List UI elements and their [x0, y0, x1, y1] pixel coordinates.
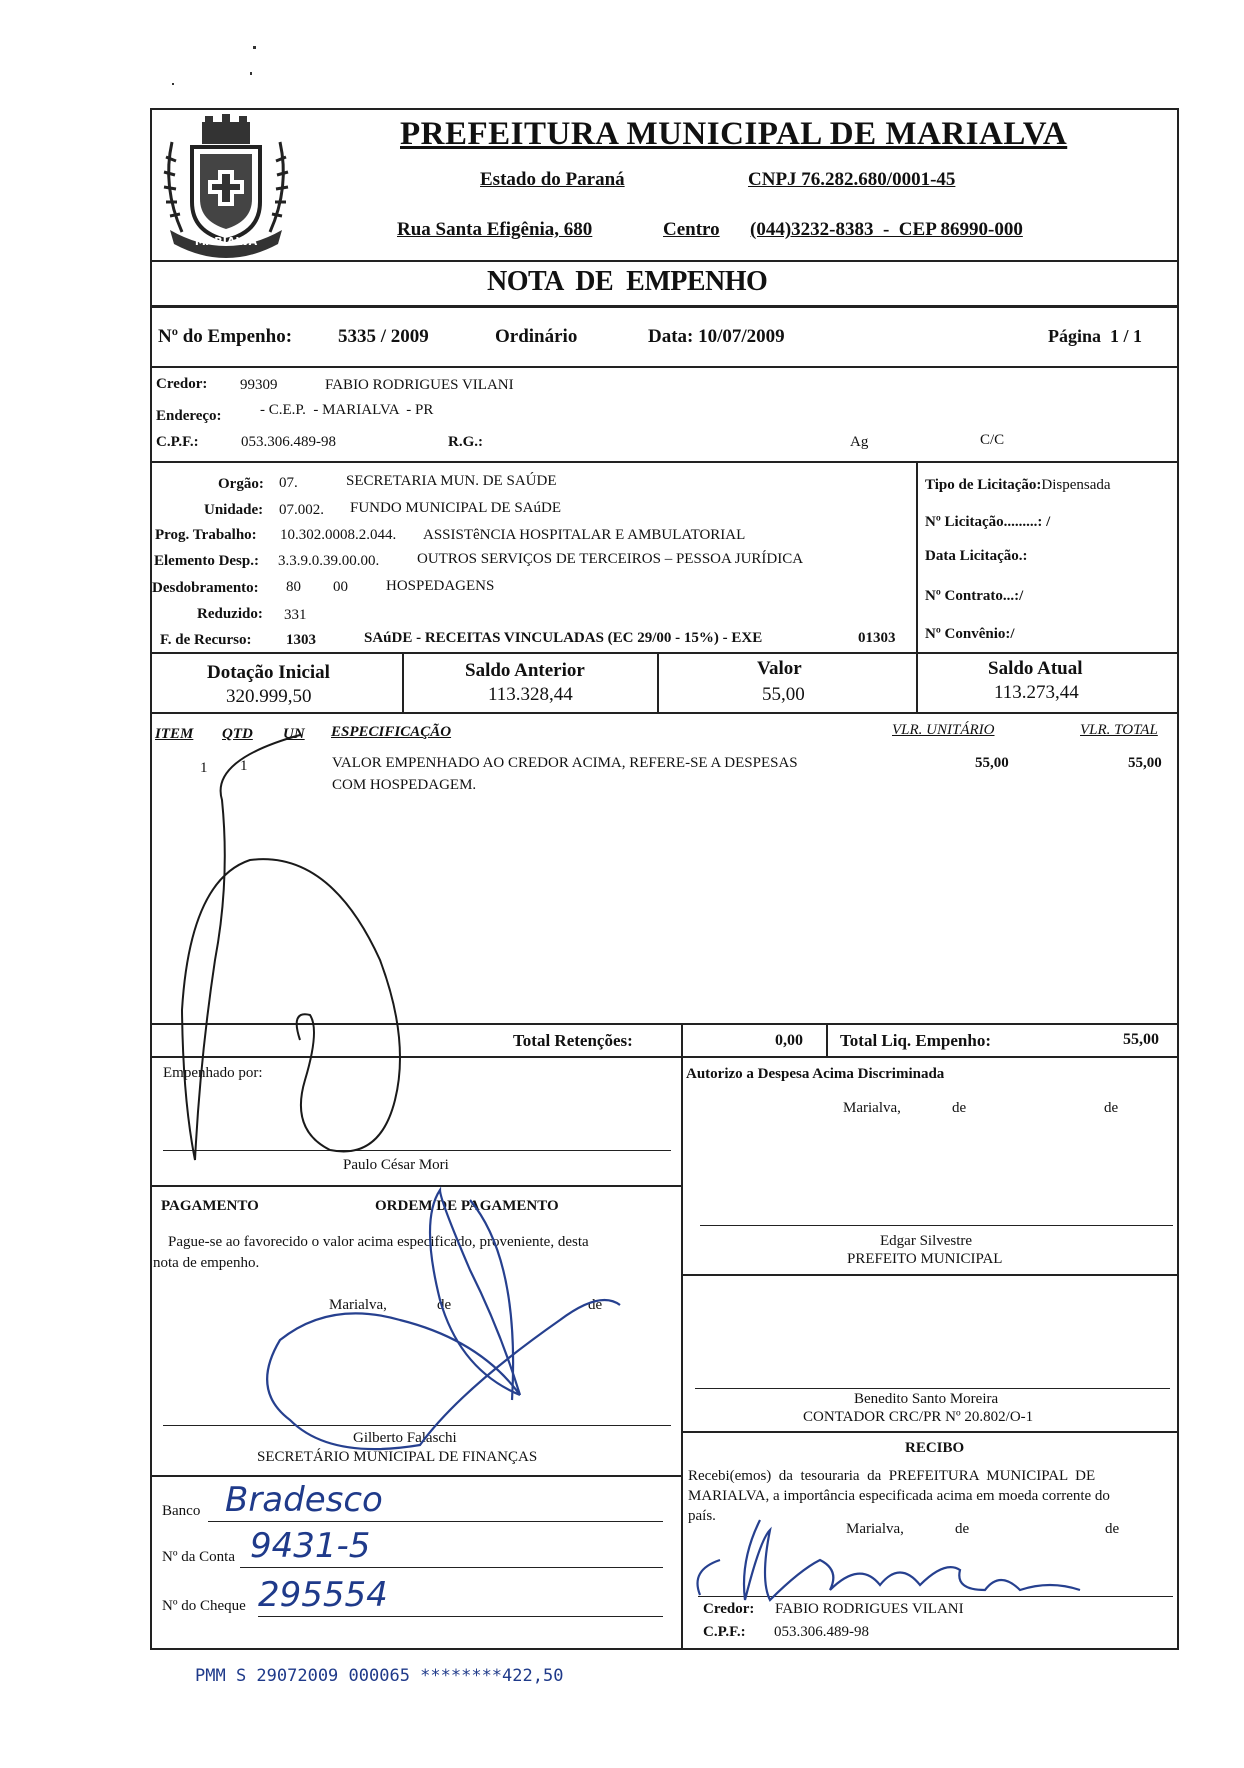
- pagamento-text-line2: nota de empenho.: [153, 1255, 260, 1271]
- total-retencoes-label: Total Retenções:: [513, 1031, 633, 1050]
- divider: [681, 1274, 1179, 1276]
- empenho-date: Data: 10/07/2009: [648, 326, 785, 347]
- reduzido-label: Reduzido:: [197, 606, 263, 622]
- numero-convenio: Nº Convênio:/: [925, 626, 1015, 642]
- unidade-code: 07.002.: [279, 502, 324, 518]
- numero-contrato: Nº Contrato...:/: [925, 588, 1024, 604]
- endereco-value: - C.E.P. - MARIALVA - PR: [260, 402, 434, 418]
- total-liquido-value: 55,00: [1123, 1031, 1159, 1048]
- divider: [681, 1023, 683, 1056]
- divider: [402, 652, 404, 712]
- payment-stamp: PMM S 29072009 000065 ********422,50: [195, 1666, 564, 1686]
- col-item: ITEM: [155, 726, 194, 742]
- elem-label: Elemento Desp.:: [154, 553, 259, 569]
- desd-code1: 80: [286, 579, 301, 595]
- divider: [150, 712, 1179, 714]
- recurso-code: 1303: [286, 632, 316, 648]
- autorizo-de2: de: [1104, 1100, 1119, 1116]
- cheque-handwritten: 295554: [258, 1575, 388, 1615]
- contador-name: Benedito Santo Moreira: [854, 1391, 999, 1407]
- phone-cep-label: (044)3232-8383 - CEP 86990-000: [750, 219, 1023, 240]
- page-title: PREFEITURA MUNICIPAL DE MARIALVA: [400, 116, 1068, 152]
- divider: [150, 305, 1179, 308]
- page-number: Página 1 / 1: [1048, 326, 1143, 346]
- recurso-number: 01303: [858, 630, 896, 646]
- total-liquido-label: Total Liq. Empenho:: [840, 1031, 991, 1050]
- empenho-number: 5335 / 2009: [338, 326, 429, 347]
- saldo-atual-value: 113.273,44: [994, 682, 1079, 703]
- prog-code: 10.302.0008.2.044.: [280, 527, 397, 543]
- autorizo-de1: de: [952, 1100, 967, 1116]
- prog-name: ASSISTêNCIA HOSPITALAR E AMBULATORIAL: [423, 527, 746, 543]
- saldo-atual-label: Saldo Atual: [988, 658, 1083, 679]
- autorizo-city: Marialva,: [843, 1100, 901, 1116]
- signature-line: [695, 1388, 1170, 1389]
- recurso-name: SAúDE - RECEITAS VINCULADAS (EC 29/00 - 15%) - EXE: [364, 630, 763, 646]
- col-especificacao: ESPECIFICAÇÃO: [331, 724, 452, 740]
- recibo-cpf-value: 053.306.489-98: [774, 1624, 869, 1640]
- tipo-licitacao-label: Tipo de Licitação:Dispensada: [925, 477, 1111, 493]
- cheque-label: Nº do Cheque: [162, 1598, 246, 1614]
- cnpj-label: CNPJ 76.282.680/0001-45: [748, 169, 956, 190]
- recibo-city: Marialva,: [846, 1521, 904, 1537]
- divider: [150, 461, 1179, 463]
- divider: [150, 366, 1179, 368]
- cheque-line: [258, 1616, 663, 1617]
- empenhado-label: Empenhado por:: [163, 1065, 263, 1081]
- valor-label: Valor: [757, 658, 802, 679]
- row-qtd: 1: [240, 758, 248, 774]
- prog-label: Prog. Trabalho:: [155, 527, 257, 543]
- saldo-anterior-label: Saldo Anterior: [465, 660, 585, 681]
- autorizo-label: Autorizo a Despesa Acima Discriminada: [686, 1066, 945, 1082]
- saldo-anterior-value: 113.328,44: [488, 684, 573, 705]
- recibo-label: RECIBO: [905, 1440, 965, 1456]
- conta-handwritten: 9431-5: [250, 1526, 371, 1566]
- signature-line: [698, 1596, 1173, 1597]
- divider: [150, 1023, 1179, 1025]
- signature-line: [163, 1425, 671, 1426]
- unidade-name: FUNDO MUNICIPAL DE SAúDE: [350, 500, 561, 516]
- recibo-text-line2: MARIALVA, a importância especificada acima em moeda corrente do: [688, 1488, 1110, 1504]
- desd-code2: 00: [333, 579, 348, 595]
- divider: [826, 1023, 828, 1056]
- endereco-label: Endereço:: [156, 408, 222, 424]
- pagamento-label: PAGAMENTO: [161, 1198, 259, 1214]
- secretario-title: SECRETÁRIO MUNICIPAL DE FINANÇAS: [257, 1449, 538, 1465]
- district-label: Centro: [663, 219, 720, 240]
- col-un: UN: [283, 726, 305, 742]
- reduzido-value: 331: [284, 607, 307, 623]
- divider: [150, 260, 1179, 262]
- prefeito-name: Edgar Silvestre: [880, 1233, 973, 1249]
- divider: [657, 652, 659, 712]
- data-licitacao: Data Licitação.:: [925, 548, 1028, 564]
- row-unit-value: 55,00: [975, 755, 1009, 771]
- total-retencoes-value: 0,00: [775, 1032, 803, 1049]
- recibo-credor-label: Credor:: [703, 1601, 755, 1617]
- empenho-number-label: Nº do Empenho:: [158, 326, 293, 347]
- orgao-name: SECRETARIA MUN. DE SAÚDE: [346, 473, 557, 489]
- recurso-label: F. de Recurso:: [160, 632, 252, 648]
- state-label: Estado do Paraná: [480, 169, 625, 190]
- pagamento-city: Marialva,: [329, 1297, 387, 1313]
- row-item: 1: [200, 760, 208, 776]
- divider: [681, 1431, 1179, 1433]
- scan-speck: [250, 72, 252, 75]
- banco-line: [208, 1521, 663, 1522]
- signature-line: [163, 1150, 671, 1151]
- pagamento-de1: de: [437, 1297, 452, 1313]
- recibo-de2: de: [1105, 1521, 1120, 1537]
- col-vlr-total: VLR. TOTAL: [1080, 722, 1158, 738]
- divider: [916, 461, 918, 653]
- divider: [681, 1056, 683, 1650]
- seal-text: MARIALVA: [194, 235, 258, 248]
- recibo-cpf-label: C.P.F.:: [703, 1624, 746, 1640]
- ordem-pagamento-label: ORDEM DE PAGAMENTO: [375, 1198, 559, 1214]
- divider: [150, 652, 1179, 654]
- orgao-code: 07.: [279, 475, 298, 491]
- prefeito-title: PREFEITO MUNICIPAL: [847, 1251, 1003, 1267]
- banco-label: Banco: [162, 1503, 201, 1519]
- elem-name: OUTROS SERVIÇOS DE TERCEIROS – PESSOA JURÍDICA: [417, 551, 804, 567]
- conta-line: [240, 1567, 663, 1568]
- desd-label: Desdobramento:: [152, 580, 259, 596]
- credor-label: Credor:: [156, 376, 208, 392]
- dotacao-value: 320.999,50: [226, 686, 312, 707]
- row-total-value: 55,00: [1128, 755, 1162, 771]
- ag-label: Ag: [850, 434, 869, 450]
- pagamento-text-line1: Pague-se ao favorecido o valor acima especificado, proveniente, desta: [168, 1234, 589, 1250]
- conta-label: Nº da Conta: [162, 1549, 235, 1565]
- row-desc-line2: COM HOSPEDAGEM.: [332, 777, 477, 793]
- document-title: NOTA DE EMPENHO: [487, 266, 768, 297]
- scan-speck: [253, 46, 256, 49]
- address-label: Rua Santa Efigênia, 680: [397, 219, 593, 240]
- numero-licitacao: Nº Licitação.........: /: [925, 514, 1051, 530]
- col-qtd: QTD: [222, 726, 253, 742]
- rg-label: R.G.:: [448, 434, 483, 450]
- divider: [150, 1475, 681, 1477]
- row-desc-line1: VALOR EMPENHADO AO CREDOR ACIMA, REFERE-SE A DESPESAS: [332, 755, 798, 771]
- recibo-text-line1: Recebi(emos) da tesouraria da PREFEITURA MUNICIPAL DE: [688, 1468, 1096, 1484]
- recibo-de1: de: [955, 1521, 970, 1537]
- credor-name: FABIO RODRIGUES VILANI: [325, 377, 514, 393]
- contador-title: CONTADOR CRC/PR Nº 20.802/O-1: [803, 1409, 1034, 1425]
- municipal-seal-icon: [152, 112, 300, 262]
- recibo-text-line3: país.: [688, 1508, 716, 1524]
- dotacao-label: Dotação Inicial: [207, 662, 330, 683]
- secretario-name: Gilberto Falaschi: [353, 1430, 457, 1446]
- cpf-value: 053.306.489-98: [241, 434, 336, 450]
- banco-handwritten: Bradesco: [225, 1480, 383, 1520]
- divider: [150, 1185, 681, 1187]
- divider: [150, 1056, 1179, 1058]
- signature-line: [700, 1225, 1173, 1226]
- divider: [916, 652, 918, 712]
- unidade-label: Unidade:: [204, 502, 264, 518]
- pagamento-de2: de: [588, 1297, 603, 1313]
- orgao-label: Orgão:: [218, 476, 264, 492]
- elem-code: 3.3.9.0.39.00.00.: [278, 553, 380, 569]
- recibo-credor-name: FABIO RODRIGUES VILANI: [775, 1601, 964, 1617]
- valor-value: 55,00: [762, 684, 805, 705]
- desd-name: HOSPEDAGENS: [386, 578, 495, 594]
- scan-speck: [172, 83, 174, 85]
- empenhado-name: Paulo César Mori: [343, 1157, 449, 1173]
- cpf-label: C.P.F.:: [156, 434, 199, 450]
- tipo-licitacao-value: Dispensada: [1041, 477, 1111, 493]
- col-vlr-unitario: VLR. UNITÁRIO: [892, 722, 995, 738]
- cc-label: C/C: [980, 432, 1005, 448]
- credor-code: 99309: [240, 377, 278, 393]
- empenho-type: Ordinário: [495, 326, 578, 347]
